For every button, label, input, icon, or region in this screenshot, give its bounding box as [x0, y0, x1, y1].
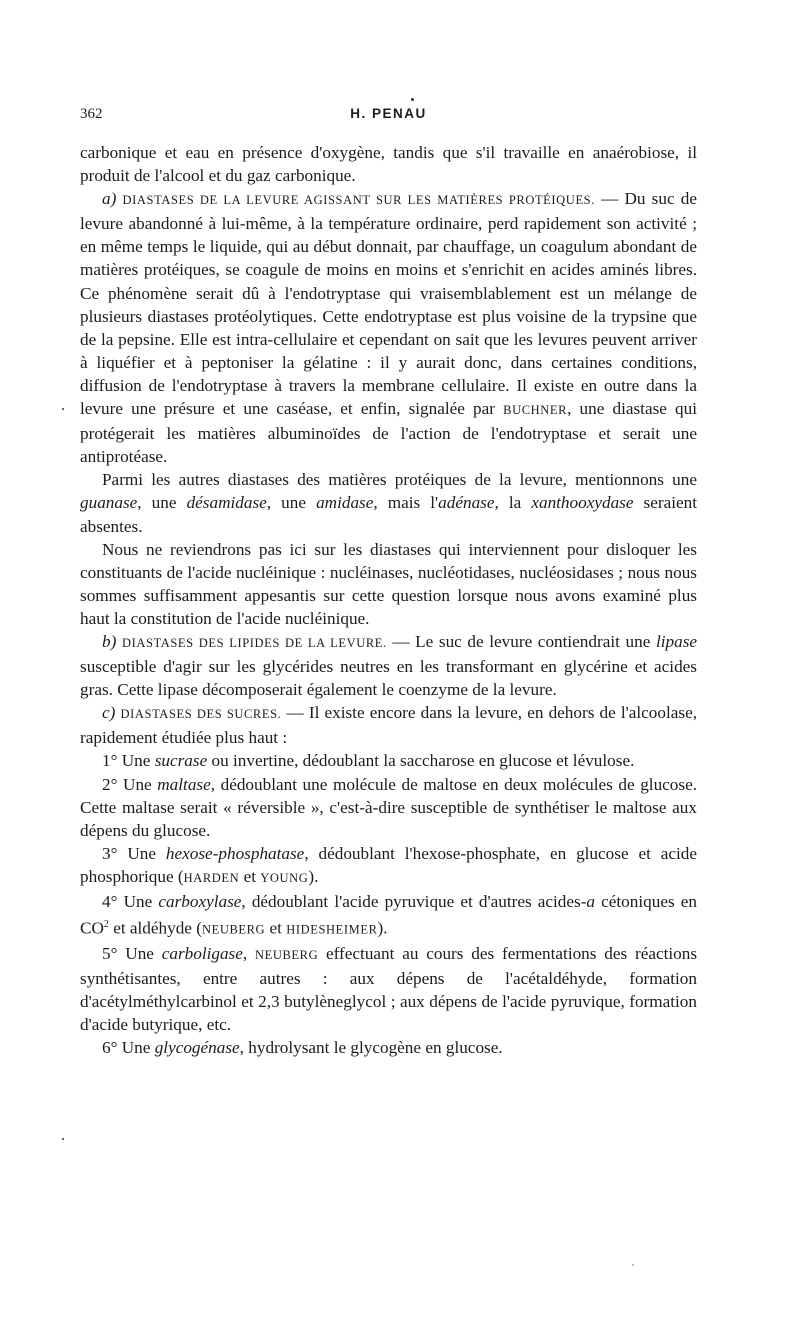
enzyme-term: sucrase: [154, 751, 208, 771]
enzyme-term: carboligase: [161, 943, 243, 963]
paragraph-section-c: c) DIASTASES DES SUCRES. — Il existe encore dans la levure, en dehors de l'alcoolase, rapidement étudiée plus haut :: [80, 703, 698, 748]
enzyme-term: glycogénase: [154, 1038, 240, 1058]
section-heading: DIASTASES DES LIPIDES DE LA LEVURE.: [121, 635, 387, 650]
author-name: HIDESHEIMER: [286, 922, 378, 937]
list-number: 3°: [102, 843, 128, 863]
enzyme-term: guanase: [80, 493, 138, 513]
enzyme-term: amidase: [316, 493, 374, 513]
section-letter: b): [102, 631, 117, 651]
author-name: BUCHNER: [503, 403, 568, 418]
paragraph-section-a: a) DIASTASES DE LA LEVURE AGISSANT SUR LES MATIÈRES PROTÉIQUES. — Du suc de levure abandonné à lui-même, à la température ordinaire, perd rapidement son activité ; en même temps le liquide, qui au début donnait, par chauffage, un coagulum abondant de matières protéiques, se coagule de moins en moins et s'enrichit en acides aminés libres. Ce phénomène serait dû à l'endotryptase qui vraisemblablement est un mélange de plusieurs diastases protéolytiques. Cette endotryptase est plus voisine de la trypsine que de la pepsine. Elle est intra-cellulaire et cependant on sait que les levures peuvent arriver à liquéfier et à peptoniser la gélatine : il y aurait donc, dans certaines conditions, diffusion de l'endotryptase à travers la membrane cellulaire. Il existe en outre dans la levure une présure et une caséase, et enfin, signalée par BUCHNER, une diastase qui protégerait les matières albuminoïdes de l'action de l'endotryptase et serait une antiprotéase.: [80, 189, 698, 467]
list-item: 4° Une carboxylase, dédoublant l'acide pyruvique et d'autres acides-a cétoniques en $CO^2$ et aldéhyde (NEUBERG et HIDESHEIMER).: [80, 892, 697, 938]
enzyme-term: xanthooxydase: [531, 493, 634, 513]
enzyme-term: adénase: [438, 493, 495, 513]
list-number: 4°: [102, 892, 124, 911]
list-number: 2°: [102, 774, 124, 794]
list-item: 1° Une sucrase ou invertine, dédoublant la saccharose en glucose et lévulose.: [102, 751, 635, 771]
author-name: YOUNG: [260, 870, 309, 885]
list-number: 5°: [102, 943, 126, 963]
running-head: [80, 106, 697, 130]
list-item: 3° Une hexose-phosphatase, dédoublant l'hexose-phosphate, en glucose et acide phosphorique (HARDEN et YOUNG).: [80, 843, 697, 886]
print-speck: [632, 1264, 634, 1266]
enzyme-term: carboxylase: [158, 892, 242, 911]
list-item: 6° Une glycogénase, hydrolysant le glycogène en glucose.: [102, 1038, 503, 1058]
paragraph-section-b: b) DIASTASES DES LIPIDES DE LA LEVURE. — Le suc de levure contiendrait une lipase susceptible d'agir sur les glycérides neutres en les transformant en glycérine et acides gras. Cette lipase décomposerait également le coenzyme de la levure.: [80, 631, 698, 700]
enzyme-term: hexose-phosphatase: [165, 843, 305, 863]
enzyme-term: lipase: [655, 631, 698, 651]
author-name: NEUBERG: [254, 947, 319, 962]
running-head-author: H. PENAU: [350, 106, 427, 121]
paragraph-other-diastases: Parmi les autres diastases des matières protéiques de la levure, mentionnons une guanase, une désamidase, une amidase, mais l'adénase, la xanthooxydase seraient absentes.: [80, 470, 698, 536]
author-name: NEUBERG: [201, 922, 266, 937]
enzyme-term: désamidase: [186, 493, 267, 513]
print-speck: [62, 408, 64, 410]
list-number: 6°: [102, 1038, 122, 1058]
paragraph-continuation: carbonique et eau en présence d'oxygène, tandis que s'il travaille en anaérobiose, il produit de l'alcool et du gaz carbonique.: [80, 143, 697, 186]
list-number: 1°: [102, 751, 122, 771]
print-speck: [411, 98, 414, 101]
section-letter: c): [102, 703, 116, 723]
page-number: 362: [80, 106, 103, 122]
author-name: HARDEN: [183, 870, 240, 885]
list-item: 2° Une maltase, dédoublant une molécule de maltose en deux molécules de glucose. Cette maltase serait « réversible », c'est-à-dire susceptible de synthétiser le maltose aux dépens du glucose.: [80, 774, 697, 840]
enzyme-term: maltase: [157, 774, 211, 794]
body-text: [80, 141, 697, 1059]
section-heading: DIASTASES DES SUCRES.: [120, 707, 282, 722]
list-item: 5° Une carboligase, NEUBERG effectuant au cours des fermentations des réactions synthétisantes, entre autres : aux dépens de l'acétaldéhyde, formation d'acétylméthylcarbinol et 2,3 butylèneglycol ; aux dépens de l'acide pyruvique, formation d'acide butyrique, etc.: [80, 943, 698, 1035]
section-heading: DIASTASES DE LA LEVURE AGISSANT SUR LES MATIÈRES PROTÉIQUES.: [122, 193, 595, 208]
print-speck: [62, 1138, 64, 1140]
section-letter: a): [102, 189, 117, 209]
paragraph-nucleinique: Nous ne reviendrons pas ici sur les diastases qui interviennent pour disloquer les constituants de l'acide nucléinique : nucléinases, nucléotidases, nucléosidases ; nous nous sommes suffisamment appesantis sur cette question lorsque nous avons examiné plus haut la constitution de l'acide nucléinique.: [80, 539, 697, 628]
